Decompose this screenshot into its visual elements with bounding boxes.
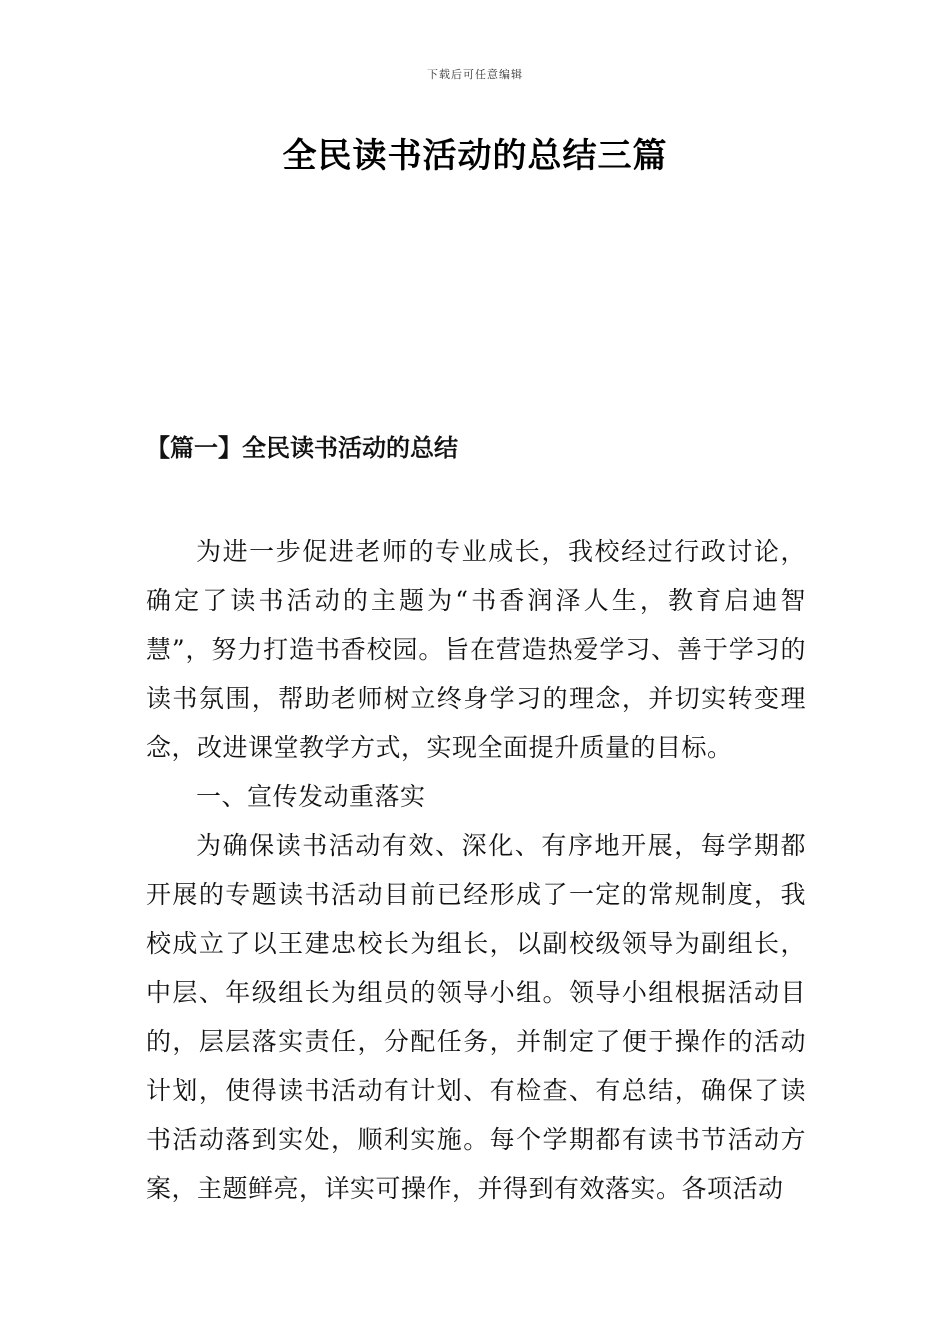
- document-title: 全民读书活动的总结三篇: [282, 136, 668, 176]
- body-text: [146, 527, 806, 1213]
- paragraph-body: 为确保读书活动有效、深化、有序地开展，每学期都开展的专题读书活动目前已经形成了一定的常规制度，我校成立了以王建忠校长为组长，以副校级领导为副组长，中层、年级组长为组员的领导小组。领导小组根据活动目的，层层落实责任，分配任务，并制定了便于操作的活动计划，使得读书活动有计划、有检查、有总结，确保了读书活动落到实处，顺利实施。每个学期都有读书节活动方案，主题鲜亮，详实可操作，并得到有效落实。各项活动: [146, 831, 806, 1203]
- section-heading: 【篇一】全民读书活动的总结: [146, 433, 458, 462]
- paragraph-subheading: 一、宣传发动重落实: [196, 782, 426, 811]
- paragraph-intro: 为进一步促进老师的专业成长，我校经过行政讨论，确定了读书活动的主题为“书香润泽人生，教育启迪智慧”，努力打造书香校园。旨在营造热爱学习、善于学习的读书氛围，帮助老师树立终身学习的理念，并切实转变理念，改进课堂教学方式，实现全面提升质量的目标。: [146, 537, 806, 762]
- header-note: 下载后可任意编辑: [427, 68, 523, 81]
